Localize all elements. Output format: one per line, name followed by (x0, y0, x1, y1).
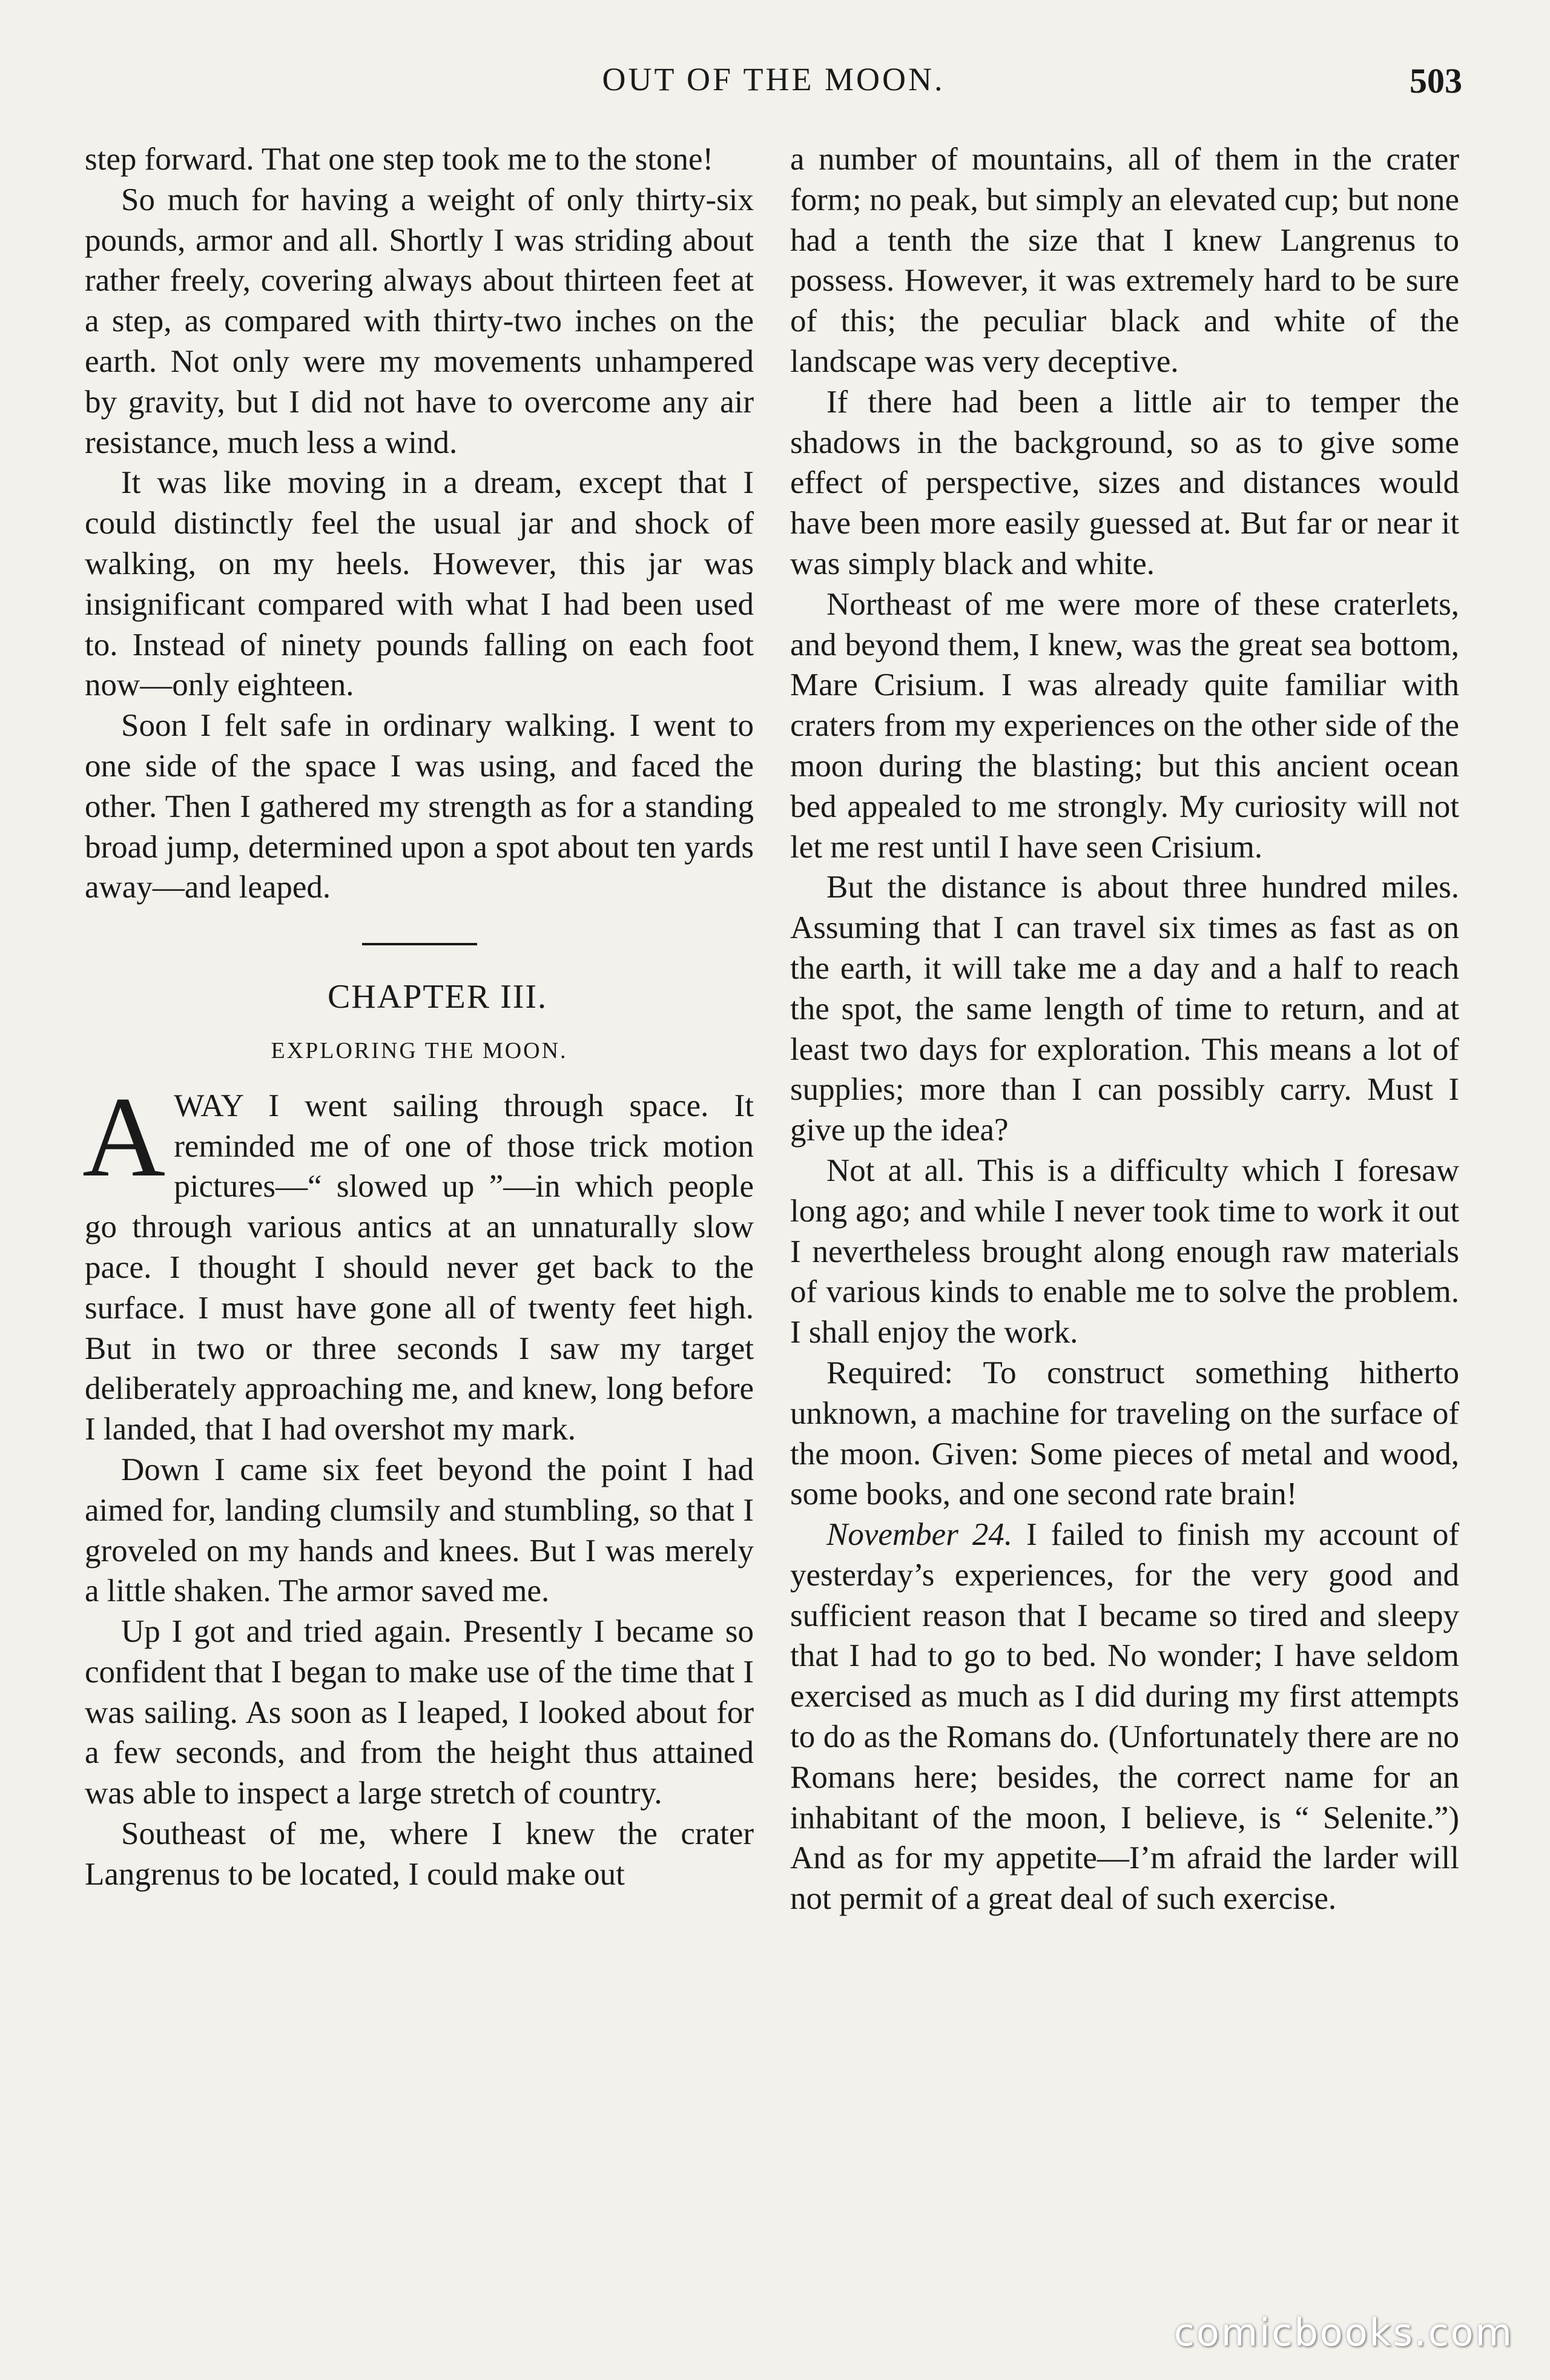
right-column (790, 139, 1459, 1919)
chapter-title: CHAPTER III. (327, 978, 548, 1016)
paragraph: Southeast of me, where I knew the crater Langrenus to be located, I could make out (85, 1816, 754, 1892)
page-header (85, 61, 1462, 115)
paragraph: Soon I felt safe in ordinary walking. I went to one side of the space I was using, and faced the other. Then I gathered my strength as for a standing broad jump, determined upon a spot about ten yards away—and leaped. (85, 708, 754, 905)
left-column (82, 139, 754, 1895)
paragraph: Northeast of me were more of these craterlets, and beyond them, I knew, was the great sea bottom, Mare Crisium. I was already quite familiar with craters from my experiences on the other side of the moon during the blasting; but this ancient ocean bed appealed to me strongly. My curiosity will not let me rest until I have seen Crisium. (790, 586, 1459, 865)
page-number: 503 (1410, 61, 1462, 101)
diary-entry (790, 1515, 1459, 1919)
paragraph: Up I got and tried again. Presently I became so confident that I began to make use of the time that I was sailing. As soon as I leaped, I looked about for a few seconds, and from the height thus attained was able to inspect a large stretch of country. (85, 1614, 754, 1811)
paragraph: step forward. That one step took me to the stone! (85, 142, 714, 177)
watermark: comicbooks.com (1173, 2310, 1514, 2355)
paragraph-text: I failed to finish my account of yesterday’s experiences, for the very good and sufficient reason that I became so tired and sleepy that I had to go to bed. No wonder; I have seldom exercised as much as I did during my first attempts to do as the Romans do. (Unfortunately there are no Romans here; besides, the correct name for an inhabitant of the moon, I believe, is “ Selenite.”) And as for my appetite—I’m afraid the larder will not permit of a great deal of such exercise. (790, 1517, 1459, 1917)
paragraph-text: WAY I went sailing through space. It reminded me of one of those trick motion pictures—“ slowed up ”—in which people go through various antics at an unnaturally slow pace. I thought I should never get back to the surface. I must have gone all of twenty feet high. But in two or three seconds I saw my target deliberately approaching me, and knew, long before I landed, that I had overshot my mark. (85, 1088, 754, 1447)
section-divider (362, 943, 477, 945)
paragraph: So much for having a weight of only thirty-six pounds, armor and all. Shortly I was striding about rather freely, covering always about thirteen feet at a step, as compared with thirty-two inches on the earth. Not only were my movements unhampered by gravity, but I did not have to overcome any air resistance, much less a wind. (85, 182, 754, 460)
chapter-subtitle: EXPLORING THE MOON. (271, 1037, 568, 1063)
drop-cap: A (82, 1073, 166, 1201)
paragraph: It was like moving in a dream, except that I could distinctly feel the usual jar and shock of walking, on my heels. However, this jar was insignificant compared with what I had been used to. Instead of ninety pounds falling on each foot now—only eighteen. (85, 465, 754, 703)
paragraph: a number of mountains, all of them in the crater form; no peak, but simply an elevated cup; but none had a tenth the size that I knew Langrenus to possess. However, it was extremely hard to be sure of this; the peculiar black and white of the landscape was very deceptive. (790, 142, 1459, 379)
paragraph: Required: To construct something hitherto unknown, a machine for traveling on the surface of the moon. Given: Some pieces of metal and wood, some books, and one second rate brain! (790, 1355, 1459, 1512)
running-title: OUT OF THE MOON. (602, 61, 945, 98)
paragraph: Down I came six feet beyond the point I had aimed for, landing clumsily and stumbling, so that I groveled on my hands and knees. But I was merely a little shaken. The armor saved me. (85, 1452, 754, 1609)
paragraph-with-dropcap (82, 1073, 754, 1450)
diary-date: November 24. (826, 1517, 1013, 1553)
paragraph: Not at all. This is a difficulty which I foresaw long ago; and while I never took time to work it out I nevertheless brought along enough raw materials of various kinds to enable me to solve the problem. I shall enjoy the work. (790, 1152, 1459, 1350)
paragraph: If there had been a little air to temper the shadows in the background, so as to give some effect of perspective, sizes and distances would have been more easily guessed at. But far or near it was simply black and white. (790, 384, 1459, 581)
paragraph: But the distance is about three hundred miles. Assuming that I can travel six times as fast as on the earth, it will take me a day and a half to reach the spot, the same length of time to return, and at least two days for exploration. This means a lot of supplies; more than I can possibly carry. Must I give up the idea? (790, 870, 1459, 1148)
